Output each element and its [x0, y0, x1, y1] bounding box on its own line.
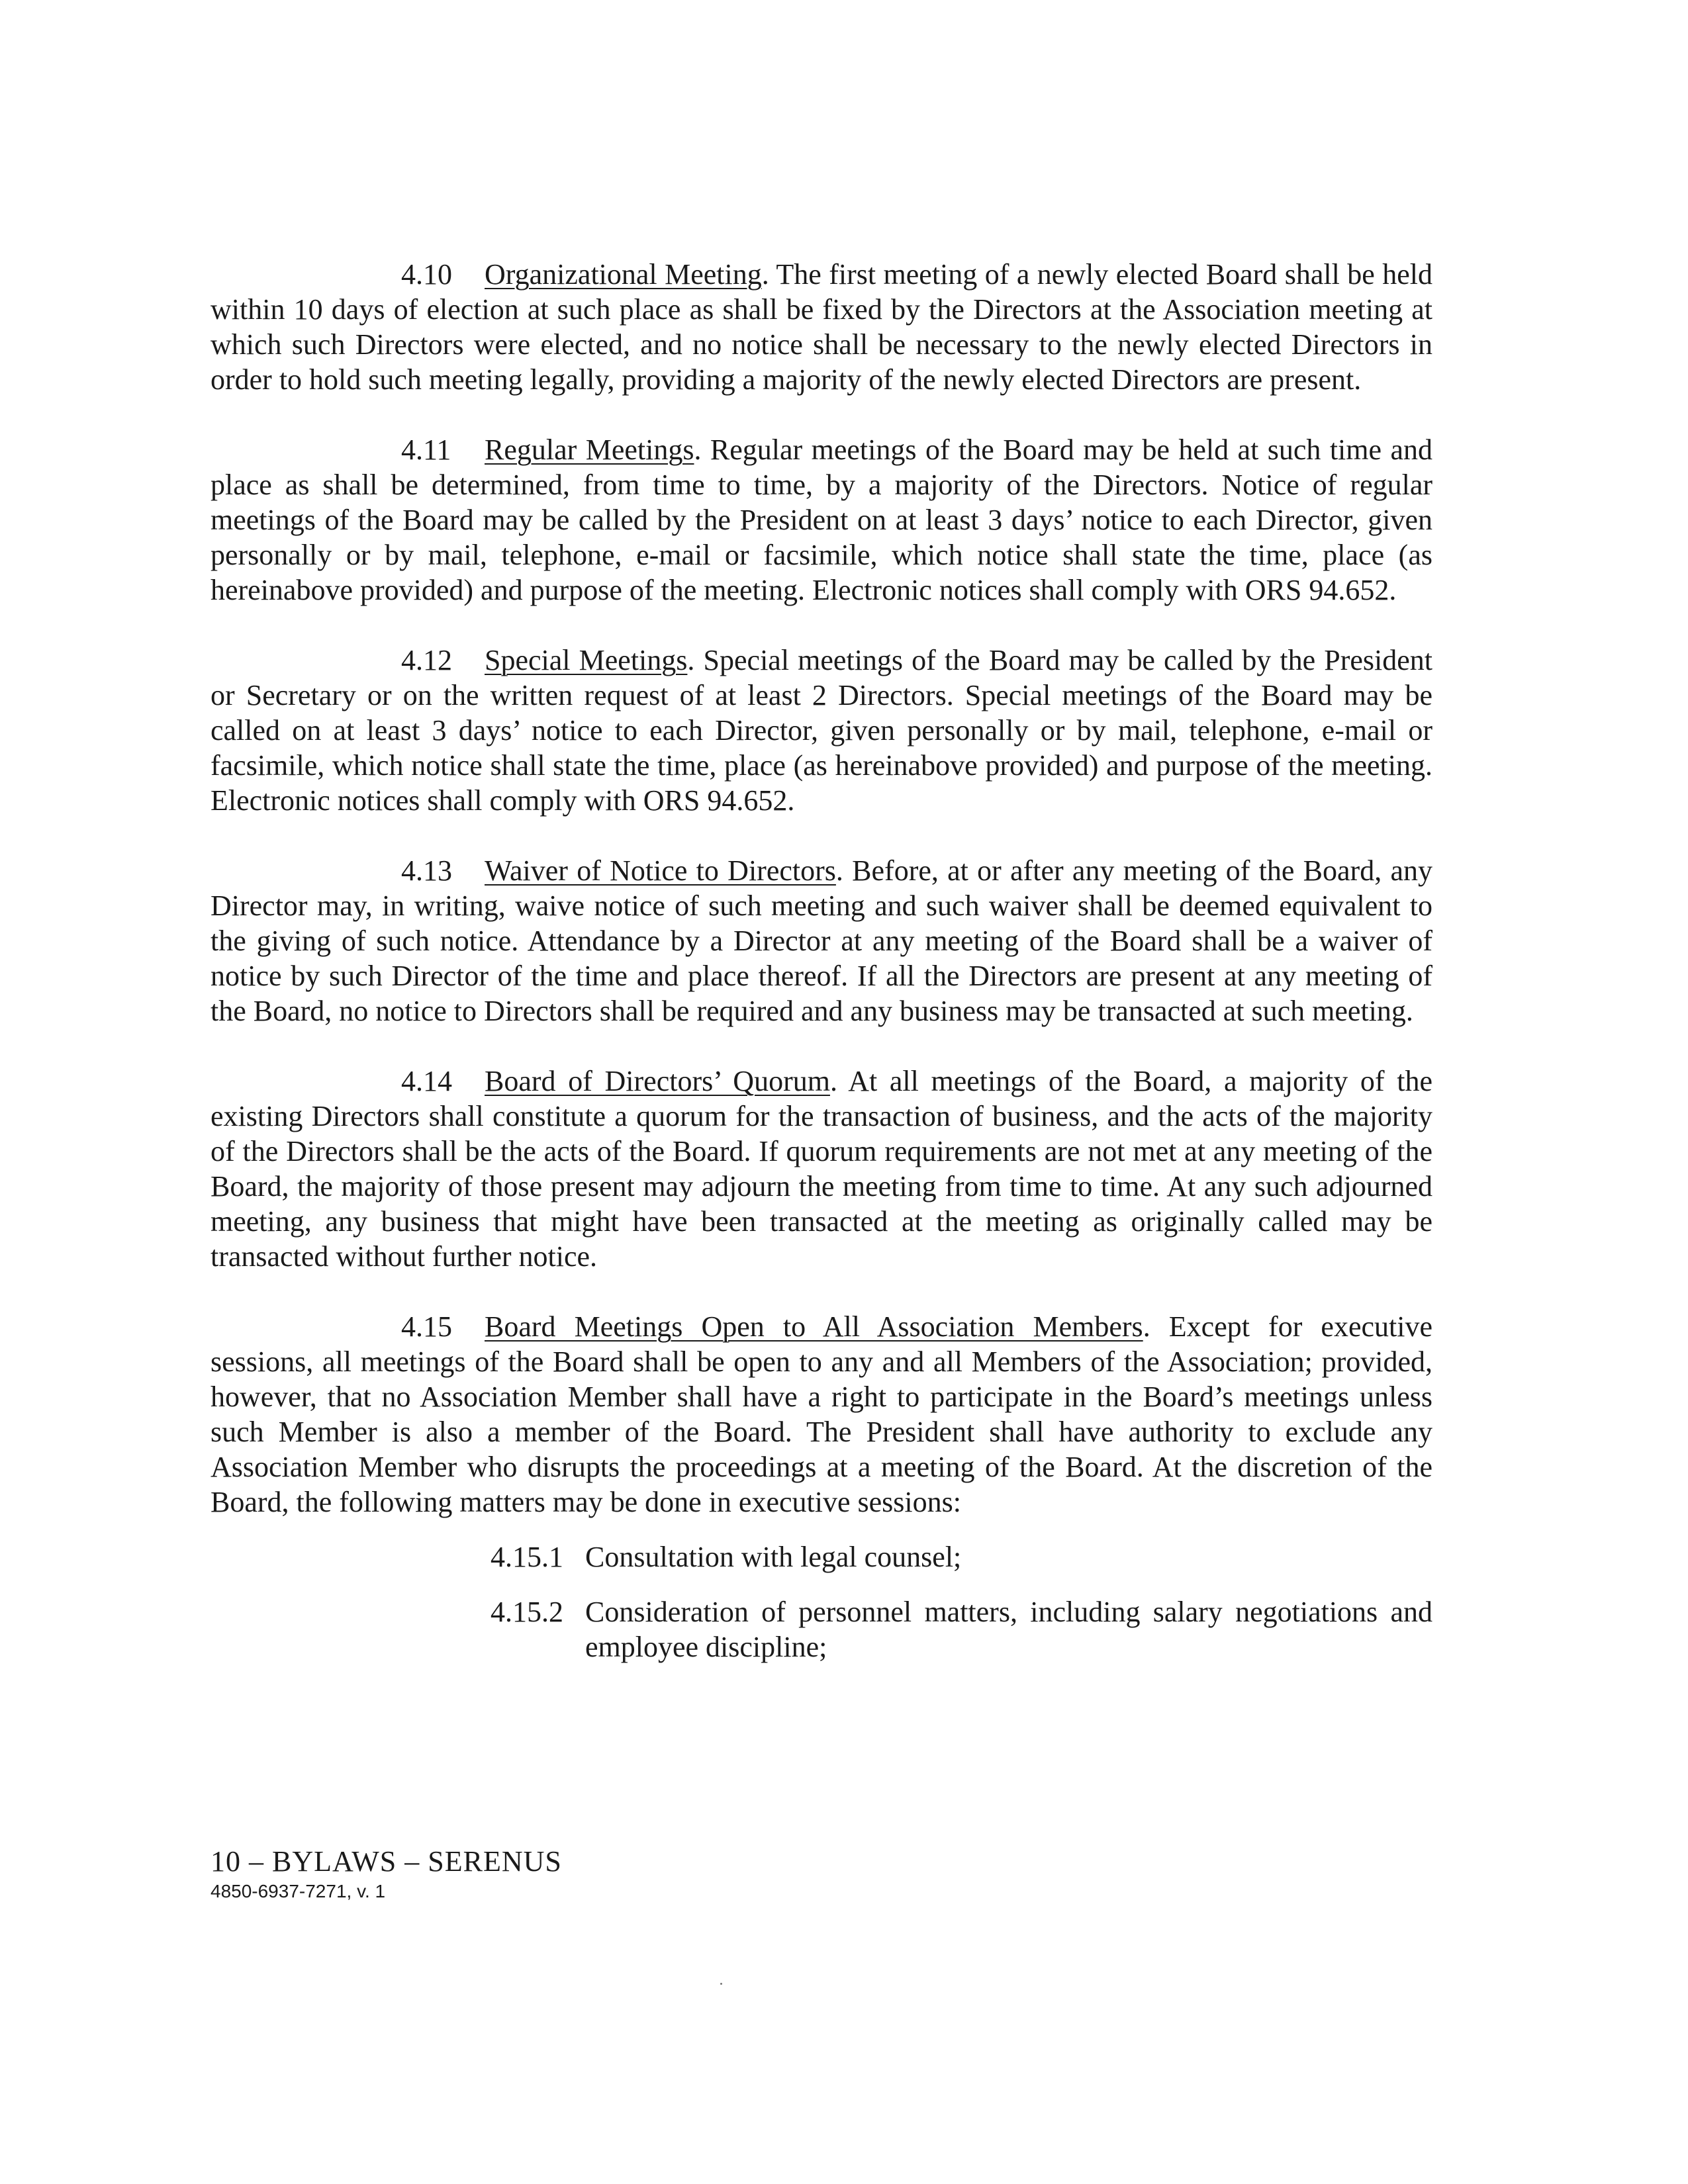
- section-4-11: [211, 432, 1432, 608]
- section-heading: Board of Directors’ Quorum: [485, 1065, 830, 1097]
- section-heading: Regular Meetings: [485, 433, 694, 466]
- section-text: . Except for executive sessions, all meetings of the Board shall be open to any and all Members of the Association; provided, however, that no Association Member shall have a right to participate in the Board’s meetings unless such Member is also a member of the Board. The President shall have authority to exclude any Association Member who disrupts the proceedings at a meeting of the Board. At the discretion of the Board, the following matters may be done in executive sessions:: [211, 1310, 1432, 1518]
- footer-title: 10 – BYLAWS – SERENUS: [211, 1845, 562, 1878]
- footer-document-id: 4850-6937-7271, v. 1: [211, 1881, 386, 1901]
- section-text: . Special meetings of the Board may be called by the President or Secretary or on the written request of at least 2 Directors. Special meetings of the Board may be called on at least 3 days’ notice to each Director, given personally or by mail, telephone, e-mail or facsimile, which notice shall state the time, place (as hereinabove provided) and purpose of the meeting. Electronic notices shall comply with ORS 94.652.: [211, 644, 1432, 817]
- subitem-number: 4.15.2: [491, 1596, 563, 1628]
- section-heading: Special Meetings: [485, 644, 688, 676]
- section-number: 4.10: [401, 258, 452, 291]
- subitem-number: 4.15.1: [491, 1541, 563, 1573]
- section-number: 4.11: [401, 433, 451, 466]
- section-text: . At all meetings of the Board, a majority of the existing Directors shall constitute a quorum for the transaction of business, and the acts of the majority of the Directors shall be the acts of the Board. If quorum requirements are not met at any meeting of the Board, the majority of those present may adjourn the meeting from time to time. At any such adjourned meeting, any business that might have been transacted at the meeting as originally called may be transacted without further notice.: [211, 1065, 1433, 1273]
- section-4-10: [211, 257, 1432, 397]
- subitem-text: Consideration of personnel matters, including salary negotiations and employee discipline;: [585, 1596, 1432, 1663]
- section-number: 4.15: [401, 1310, 452, 1343]
- section-4-14: [211, 1064, 1432, 1274]
- section-heading: Organizational Meeting: [485, 258, 762, 291]
- page-footer: [211, 1845, 562, 1903]
- section-text: . Regular meetings of the Board may be held at such time and place as shall be determined, from time to time, by a majority of the Directors. Notice of regular meetings of the Board may be called by the President on at least 3 days’ notice to each Director, given personally or by mail, telephone, e-mail or facsimile, which notice shall state the time, place (as hereinabove provided) and purpose of the meeting. Electronic notices shall comply with ORS 94.652.: [211, 433, 1432, 606]
- subitem-4-15-2: [491, 1594, 1432, 1664]
- section-text: . The first meeting of a newly elected Board shall be held within 10 days of election at such place as shall be fixed by the Directors at the Association meeting at which such Directors were elected, and no notice shall be necessary to the newly elected Directors in order to hold such meeting legally, providing a majority of the newly elected Directors are present.: [211, 258, 1433, 396]
- section-4-15: [211, 1309, 1432, 1520]
- section-number: 4.13: [401, 854, 452, 887]
- section-4-13: [211, 853, 1432, 1028]
- section-number: 4.14: [401, 1065, 452, 1097]
- section-text: . Before, at or after any meeting of the Board, any Director may, in writing, waive notice of such meeting and such waiver shall be deemed equivalent to the giving of such notice. Attendance by a Director at any meeting of the Board shall be a waiver of notice by such Director of the time and place thereof. If all the Directors are present at any meeting of the Board, no notice to Directors shall be required and any business may be transacted at such meeting.: [211, 854, 1433, 1027]
- section-heading: Board Meetings Open to All Association Members: [485, 1310, 1143, 1343]
- section-heading: Waiver of Notice to Directors: [485, 854, 836, 887]
- section-4-12: [211, 643, 1432, 818]
- document-body: [211, 257, 1432, 1684]
- scan-speck: [720, 1983, 722, 1985]
- section-number: 4.12: [401, 644, 452, 676]
- subitem-text: Consultation with legal counsel;: [585, 1541, 962, 1573]
- subitem-4-15-1: [491, 1539, 1432, 1574]
